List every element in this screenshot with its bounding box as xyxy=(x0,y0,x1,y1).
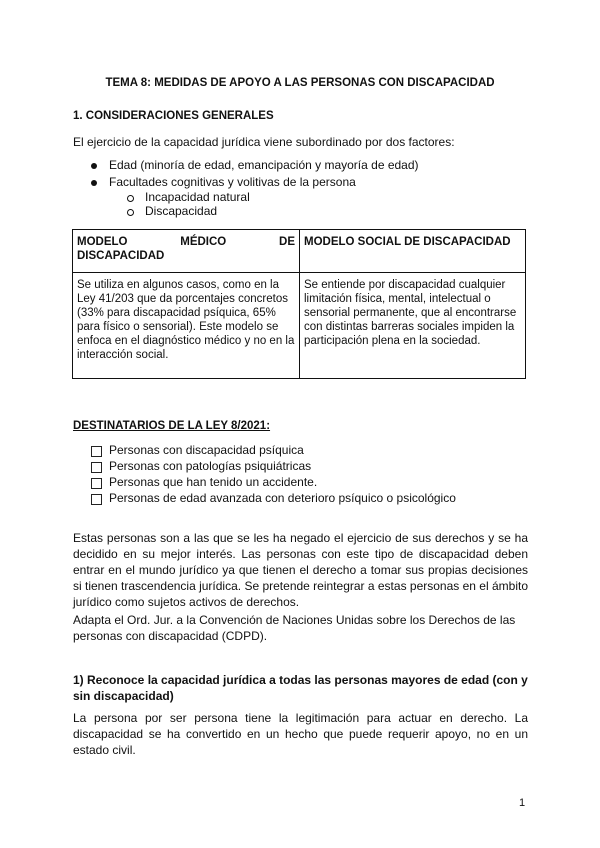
checkbox[interactable] xyxy=(91,478,102,489)
hollow-bullet-icon xyxy=(127,195,134,202)
section-heading: 1. CONSIDERACIONES GENERALES xyxy=(73,110,274,122)
checklist-item: Personas de edad avanzada con deterioro psíquico o psicológico xyxy=(109,491,456,505)
body-paragraph: Estas personas son a las que se les ha negado el ejercicio de sus derechos y se ha decidido en su mejor interés. Las personas con este tipo de discapacidad deben entrar en el mundo jurídico ya que tienen el derecho a tomar sus propias decisiones si tienen trascendencia jurídica. Se pretende reintegrar a estas personas en el ámbito jurídico como sujetos activos de derechos. xyxy=(73,531,528,609)
list-item: Facultades cognitivas y volitivas de la persona xyxy=(109,175,356,189)
checkbox[interactable] xyxy=(91,446,102,457)
checkbox[interactable] xyxy=(91,462,102,473)
point-heading: 1) Reconoce la capacidad jurídica a todas las personas mayores de edad (con y sin discapacidad) xyxy=(73,673,528,703)
document-title: TEMA 8: MEDIDAS DE APOYO A LAS PERSONAS CON DISCAPACIDAD xyxy=(105,77,495,89)
table-header-social: MODELO SOCIAL DE DISCAPACIDAD xyxy=(300,230,526,273)
checklist-item: Personas con discapacidad psíquica xyxy=(109,443,304,457)
models-table xyxy=(72,229,526,379)
list-item: Edad (minoría de edad, emancipación y mayoría de edad) xyxy=(109,158,419,172)
sub-list-item: Incapacidad natural xyxy=(145,190,250,204)
table-header-medical: MODELO MÉDICO DE DISCAPACIDAD xyxy=(73,230,300,273)
checklist-item: Personas con patologías psiquiátricas xyxy=(109,459,312,473)
sub-list-item: Discapacidad xyxy=(145,204,218,218)
checklist-item: Personas que han tenido un accidente. xyxy=(109,475,318,489)
table-cell-social: Se entiende por discapacidad cualquier limitación física, mental, intelectual o sensorial permanente, que al encontrarse con distintas barreras sociales impiden la participación plena en la sociedad. xyxy=(300,273,526,379)
bullet-icon xyxy=(91,163,97,169)
destinatarios-heading: DESTINATARIOS DE LA LEY 8/2021: xyxy=(73,420,271,432)
hollow-bullet-icon xyxy=(127,209,134,216)
body-paragraph: Adapta el Ord. Jur. a la Convención de Naciones Unidas sobre los Derechos de las personas con discapacidad (CDPD). xyxy=(73,613,516,643)
intro-paragraph: El ejercicio de la capacidad jurídica viene subordinado por dos factores: xyxy=(73,135,455,149)
table-cell-medical: Se utiliza en algunos casos, como en la Ley 41/203 que da porcentajes concretos (33% para discapacidad psíquica, 65% para físico o sensorial). Este modelo se enfoca en el diagnóstico médico y no en la interacción social. xyxy=(73,273,300,379)
page-number: 1 xyxy=(519,797,526,809)
point-paragraph: La persona por ser persona tiene la legitimación para actuar en derecho. La discapacidad se ha convertido en un hecho que puede requerir apoyo, no en un estado civil. xyxy=(73,711,528,757)
checkbox[interactable] xyxy=(91,494,102,505)
bullet-icon xyxy=(91,180,97,186)
